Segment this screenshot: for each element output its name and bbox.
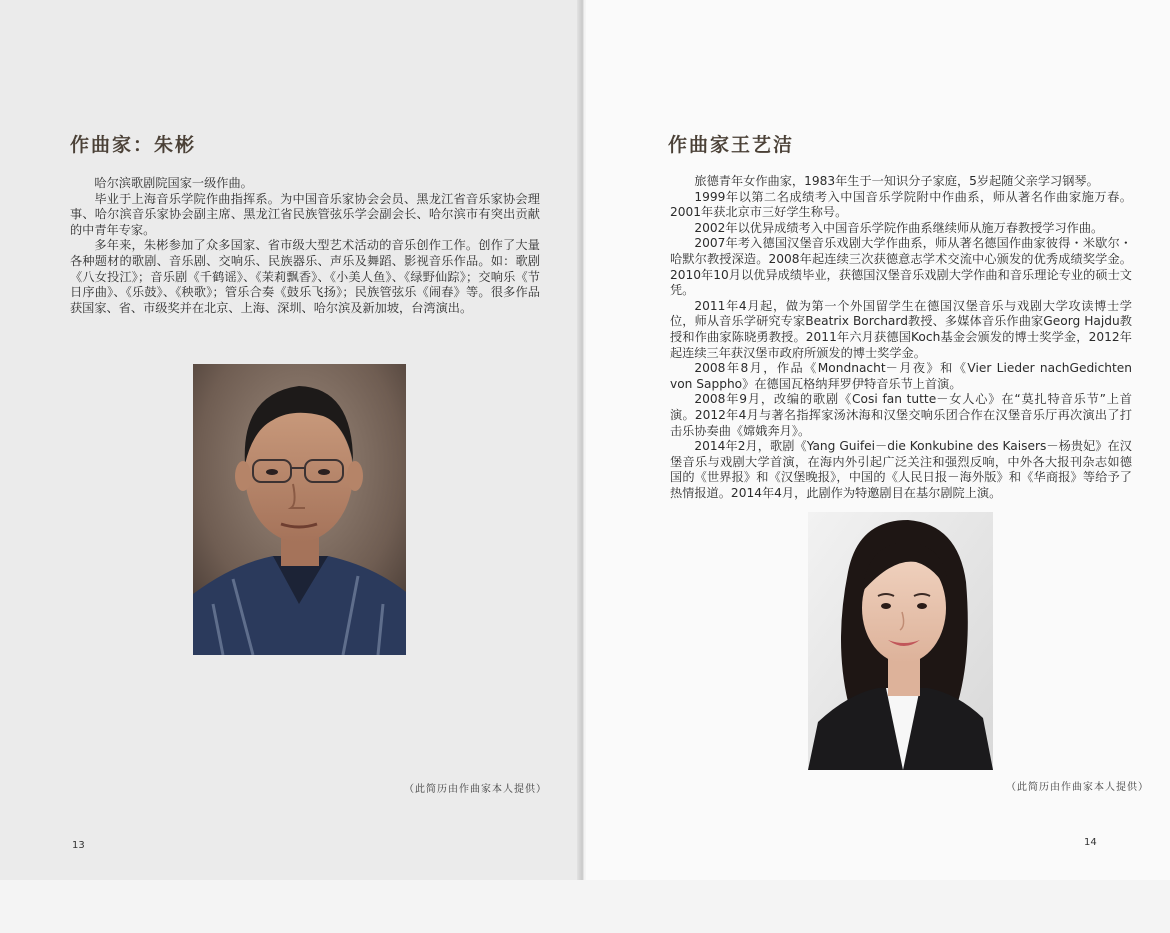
portrait-photo-wang-yijie [808, 512, 993, 770]
bio-paragraph: 毕业于上海音乐学院作曲指挥系。为中国音乐家协会会员、黑龙江省音乐家协会理事、哈尔滨音乐家协会副主席、黑龙江省民族管弦乐学会副会长、哈尔滨市有突出贡献的中青年专家。 [70, 191, 540, 237]
bio-paragraph: 2008年8月，作品《Mondnacht－月夜》和《Vier Lieder nachGedichten von Sappho》在德国瓦格纳拜罗伊特音乐节上首演。 [670, 361, 1132, 391]
composer-bio-right [670, 174, 1132, 501]
bio-paragraph: 旅德青年女作曲家，1983年生于一知识分子家庭，5岁起随父亲学习钢琴。 [694, 174, 1099, 188]
scan-background [0, 880, 1170, 933]
right-page [586, 0, 1170, 880]
page-number-right: 14 [1084, 837, 1097, 848]
bio-credit-left: （此简历由作曲家本人提供） [404, 784, 547, 795]
bio-paragraph: 2002年以优异成绩考入中国音乐学院作曲系继续师从施万春教授学习作曲。 [694, 220, 1104, 235]
bio-paragraph: 多年来，朱彬参加了众多国家、省市级大型艺术活动的音乐创作工作。创作了大量各种题材的歌剧、音乐剧、交响乐、民族器乐、声乐及舞蹈、影视音乐作品。如：歌剧《八女投江》；音乐剧《千鹤谣》、《茉莉飘香》、《小美人鱼》、《绿野仙踪》；交响乐《节日序曲》、《乐鼓》、《秧歌》；管乐合奏《鼓乐飞扬》；民族管弦乐《闹春》等。很多作品获国家、省、市级奖并在北京、上海、深圳、哈尔滨及新加坡，台湾演出。 [70, 238, 540, 315]
portrait-photo-zhu-bin [193, 364, 406, 655]
page-number-left: 13 [72, 840, 85, 851]
bio-credit-right: （此简历由作曲家本人提供） [1006, 782, 1149, 793]
bio-paragraph: 2008年9月，改编的歌剧《Cosi fan tutte－女人心》在“莫扎特音乐节”上首演。2012年4月与著名指挥家汤沐海和汉堡交响乐团合作在汉堡音乐厅再次演出了打击乐协奏曲《嫦娥奔月》。 [670, 392, 1132, 438]
portrait-image [808, 512, 993, 770]
bio-paragraph: 1999年以第二名成绩考入中国音乐学院附中作曲系，师从著名作曲家施万春。2001年获北京市三好学生称号。 [670, 189, 1132, 220]
composer-bio-left [70, 176, 540, 316]
bio-paragraph: 2011年4月起，做为第一个外国留学生在德国汉堡音乐与戏剧大学攻读博士学位，师从音乐学研究专家Beatrix Borchard教授、多媒体音乐作曲家Georg Hajdu教授和作曲家陈晓勇教授。2011年六月获德国Koch基金会颁发的博士奖学金，2012年起连续三年获汉堡市政府所颁发的博士奖学金。 [670, 298, 1132, 360]
bio-paragraph: 哈尔滨歌剧院国家一级作曲。 [94, 176, 253, 190]
composer-title-left: 作曲家：朱彬 [70, 134, 197, 156]
portrait-image [193, 364, 406, 655]
left-page [0, 0, 580, 880]
bio-paragraph: 2007年考入德国汉堡音乐戏剧大学作曲系，师从著名德国作曲家彼得・米歇尔・哈默尔教授深造。2008年起连续三次获德意志学术交流中心颁发的优秀成绩奖学金。2010年10月以优异成绩毕业，获德国汉堡音乐戏剧大学作曲和音乐理论专业的硕士文凭。 [670, 236, 1132, 298]
bio-paragraph: 2014年2月，歌剧《Yang Guifei－die Konkubine des Kaisers－杨贵妃》在汉堡音乐与戏剧大学首演，在海内外引起广泛关注和强烈反响，中外各大报刊杂志如德国的《世界报》和《汉堡晚报》，中国的《人民日报－海外版》和《华商报》等给予了热情报道。2014年4月，此剧作为特邀剧目在基尔剧院上演。 [670, 439, 1132, 500]
composer-title-right: 作曲家王艺洁 [668, 134, 795, 156]
